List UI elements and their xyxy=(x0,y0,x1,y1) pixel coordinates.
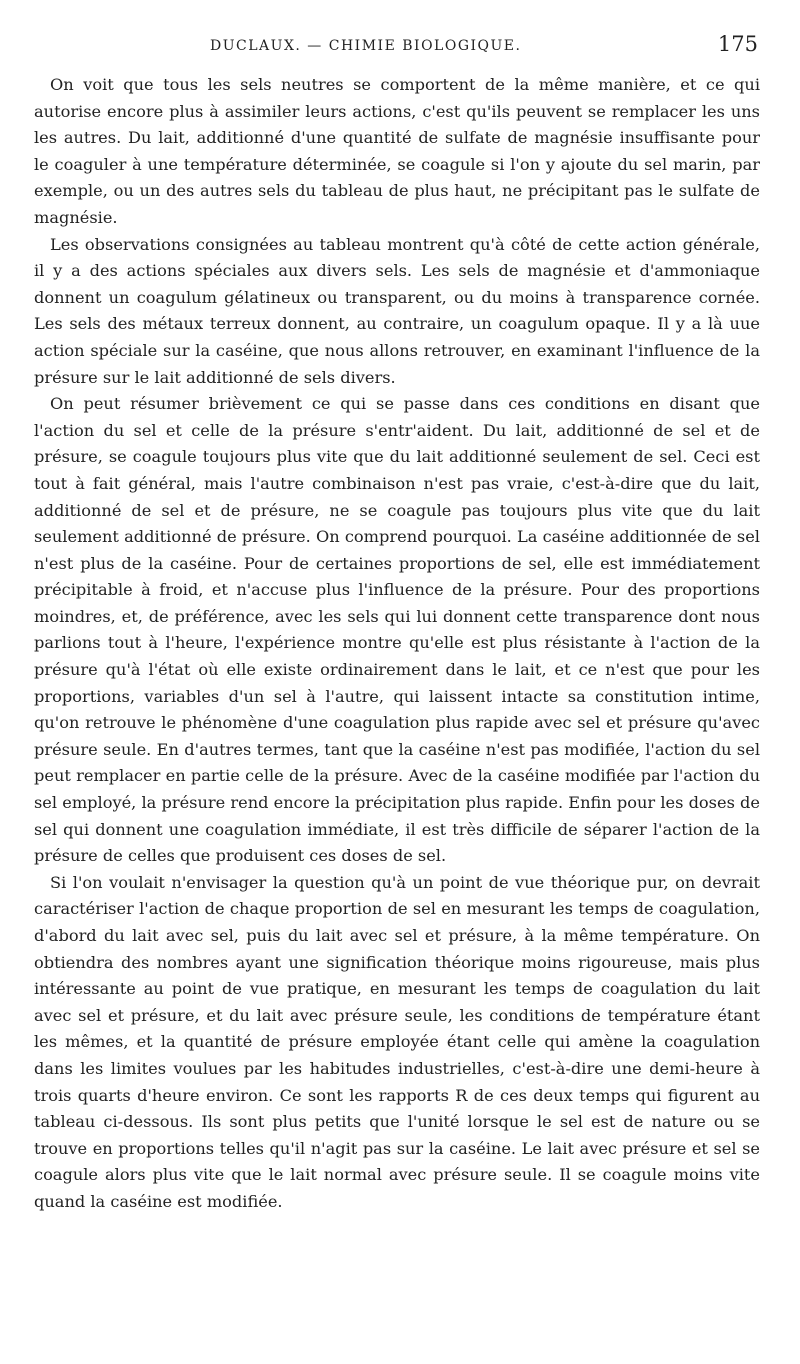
body-text xyxy=(34,72,760,1216)
paragraph-4: Si l'on voulait n'envisager la question qu'à un point de vue théorique pur, on devrait caractériser l'action de chaque proportion de sel en mesurant les temps de coagulation, d'abord du lait avec sel, puis du lait avec sel et présure, à la même température. On obtiendra des nombres ayant une signification théorique moins rigoureuse, mais plus intéressante au point de vue pratique, en mesurant les temps de coagulation du lait avec sel et présure, et du lait avec présure seule, les conditions de température étant les mêmes, et la quantité de présure employée étant celle qui amène la coagulation dans les limites voulues par les habitudes industrielles, c'est-à-dire une demi-heure à trois quarts d'heure environ. Ce sont les rapports R de ces deux temps qui figurent au tableau ci-dessous. Ils sont plus petits que l'unité lorsque le sel est de nature ou se trouve en proportions telles qu'il n'agit pas sur la caséine. Le lait avec présure et sel se coagule alors plus vite que le lait normal avec présure seule. Il se coagule moins vite quand la caséine est modifiée. xyxy=(34,872,760,1211)
page-number: 175 xyxy=(717,32,758,56)
page-header xyxy=(34,32,760,62)
paragraph-3: On peut résumer brièvement ce qui se passe dans ces conditions en disant que l'action du sel et celle de la présure s'entr'aident. Du lait, additionné de sel et de présure, se coagule toujours plus vite que du lait additionné seulement de sel. Ceci est tout à fait général, mais l'autre combinaison n'est pas vraie, c'est-à-dire que du lait, additionné de sel et de présure, ne se coagule pas toujours plus vite que du lait seulement additionné de présure. On comprend pourquoi. La caséine additionnée de sel n'est plus de la caséine. Pour de certaines proportions de sel, elle est immédiatement précipitable à froid, et n'accuse plus l'influence de la présure. Pour des proportions moindres, et, de préférence, avec les sels qui lui donnent cette transparence dont nous parlions tout à l'heure, l'expérience montre qu'elle est plus résistante à l'action de la présure qu'à l'état où elle existe ordinairement dans le lait, et ce n'est que pour les proportions, variables d'un sel à l'autre, qui laissent intacte sa constitution intime, qu'on retrouve le phénomène d'une coagulation plus rapide avec sel et présure qu'avec présure seule. En d'autres termes, tant que la caséine n'est pas modifiée, l'action du sel peut remplacer en partie celle de la présure. Avec de la caséine modifiée par l'action du sel employé, la présure rend encore la précipitation plus rapide. Enfin pour les doses de sel qui donnent une coagulation immédiate, il est très difficile de séparer l'action de la présure de celles que produisent ces doses de sel. xyxy=(34,394,760,866)
paragraph-2: Les observations consignées au tableau montrent qu'à côté de cette action générale, il y a des actions spéciales aux divers sels. Les sels de magnésie et d'ammoniaque donnent un coagulum gélatineux ou transparent, ou du moins à transparence cornée. Les sels des métaux terreux donnent, au contraire, un coagulum opaque. Il y a là uue action spéciale sur la caséine, que nous allons retrouver, en examinant l'influence de la présure sur le lait additionné de sels divers. xyxy=(34,234,760,387)
paragraph-1: On voit que tous les sels neutres se comportent de la même manière, et ce qui autorise encore plus à assimiler leurs actions, c'est qu'ils peuvent se remplacer les uns les autres. Du lait, additionné d'une quantité de sulfate de magnésie insuffisante pour le coaguler à une température déterminée, se coagule si l'on y ajoute du sel marin, par exemple, ou un des autres sels du tableau de plus haut, ne précipitant pas le sulfate de magnésie. xyxy=(34,75,760,227)
running-head: DUCLAUX. — CHIMIE BIOLOGIQUE. xyxy=(210,38,522,54)
